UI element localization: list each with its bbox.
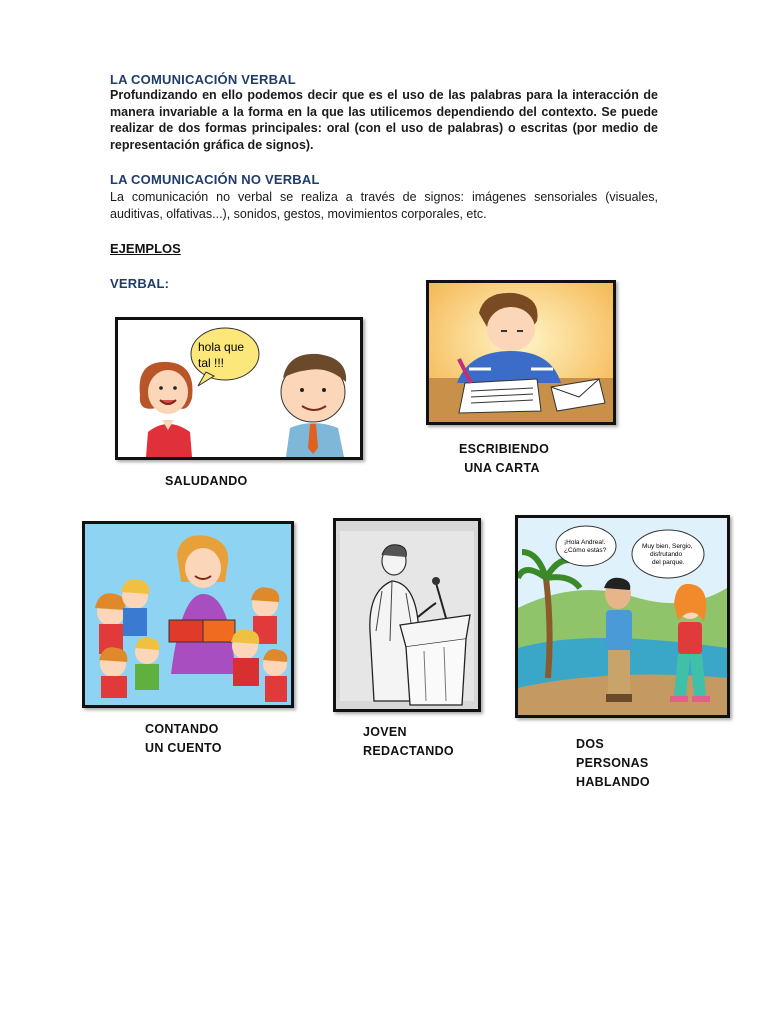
paragraph-verbal: Profundizando en ello podemos decir que es el uso de las palabras para la interacción de manera invariable a la forma en la que las utilicemos dependiendo del contexto. Se puede realizar de dos formas principales: oral (con el uso de palabras) o escritas (por medio de representación gráfica de signos). bbox=[110, 88, 658, 152]
caption-contando-line-2: UN CUENTO bbox=[145, 741, 222, 755]
caption-joven-line-2: REDACTANDO bbox=[363, 744, 454, 758]
caption-escribiendo-line-2: UNA CARTA bbox=[464, 461, 540, 475]
image-contando bbox=[82, 521, 294, 708]
caption-dos-line-3: HABLANDO bbox=[576, 775, 650, 789]
bubble-line-1: hola que bbox=[198, 340, 245, 354]
caption-dos-personas bbox=[576, 735, 650, 792]
caption-contando bbox=[145, 720, 222, 758]
image-saludando bbox=[115, 317, 363, 460]
greeting-illustration bbox=[118, 320, 360, 457]
bubble-right-line-1: Muy bien, Sergio, bbox=[642, 543, 693, 550]
caption-escribiendo-line-1: ESCRIBIENDO bbox=[459, 442, 550, 456]
storytelling-illustration bbox=[85, 524, 291, 705]
speaker-at-podium-illustration bbox=[336, 521, 478, 709]
heading-verbal: LA COMUNICACIÓN VERBAL bbox=[110, 72, 296, 87]
writing-illustration bbox=[429, 283, 613, 422]
image-joven bbox=[333, 518, 481, 712]
caption-contando-line-1: CONTANDO bbox=[145, 722, 219, 736]
image-dos-personas bbox=[515, 515, 730, 718]
bubble-line-2: tal !!! bbox=[198, 356, 225, 370]
bubble-left-line-1: ¡Hola Andrea!. bbox=[564, 539, 606, 546]
park-conversation-illustration bbox=[518, 518, 727, 715]
paragraph-no-verbal: La comunicación no verbal se realiza a través de signos: imágenes sensoriales (visuales, auditivas, olfativas...), sonidos, gestos, movimientos corporales, etc. bbox=[110, 190, 658, 221]
bubble-left-line-2: ¿Cómo estás? bbox=[564, 547, 607, 554]
caption-escribiendo bbox=[459, 440, 549, 478]
caption-joven bbox=[363, 723, 454, 761]
image-escribiendo bbox=[426, 280, 616, 425]
heading-no-verbal: LA COMUNICACIÓN NO VERBAL bbox=[110, 172, 320, 187]
caption-joven-line-1: JOVEN bbox=[363, 725, 407, 739]
caption-dos-line-1: DOS bbox=[576, 737, 604, 751]
ejemplos-label: EJEMPLOS bbox=[110, 241, 181, 256]
caption-saludando: SALUDANDO bbox=[165, 474, 248, 488]
bubble-right-line-3: del parque. bbox=[652, 559, 685, 566]
caption-dos-line-2: PERSONAS bbox=[576, 756, 649, 770]
bubble-right-line-2: disfrutando bbox=[650, 551, 683, 558]
verbal-label: VERBAL: bbox=[110, 276, 170, 291]
